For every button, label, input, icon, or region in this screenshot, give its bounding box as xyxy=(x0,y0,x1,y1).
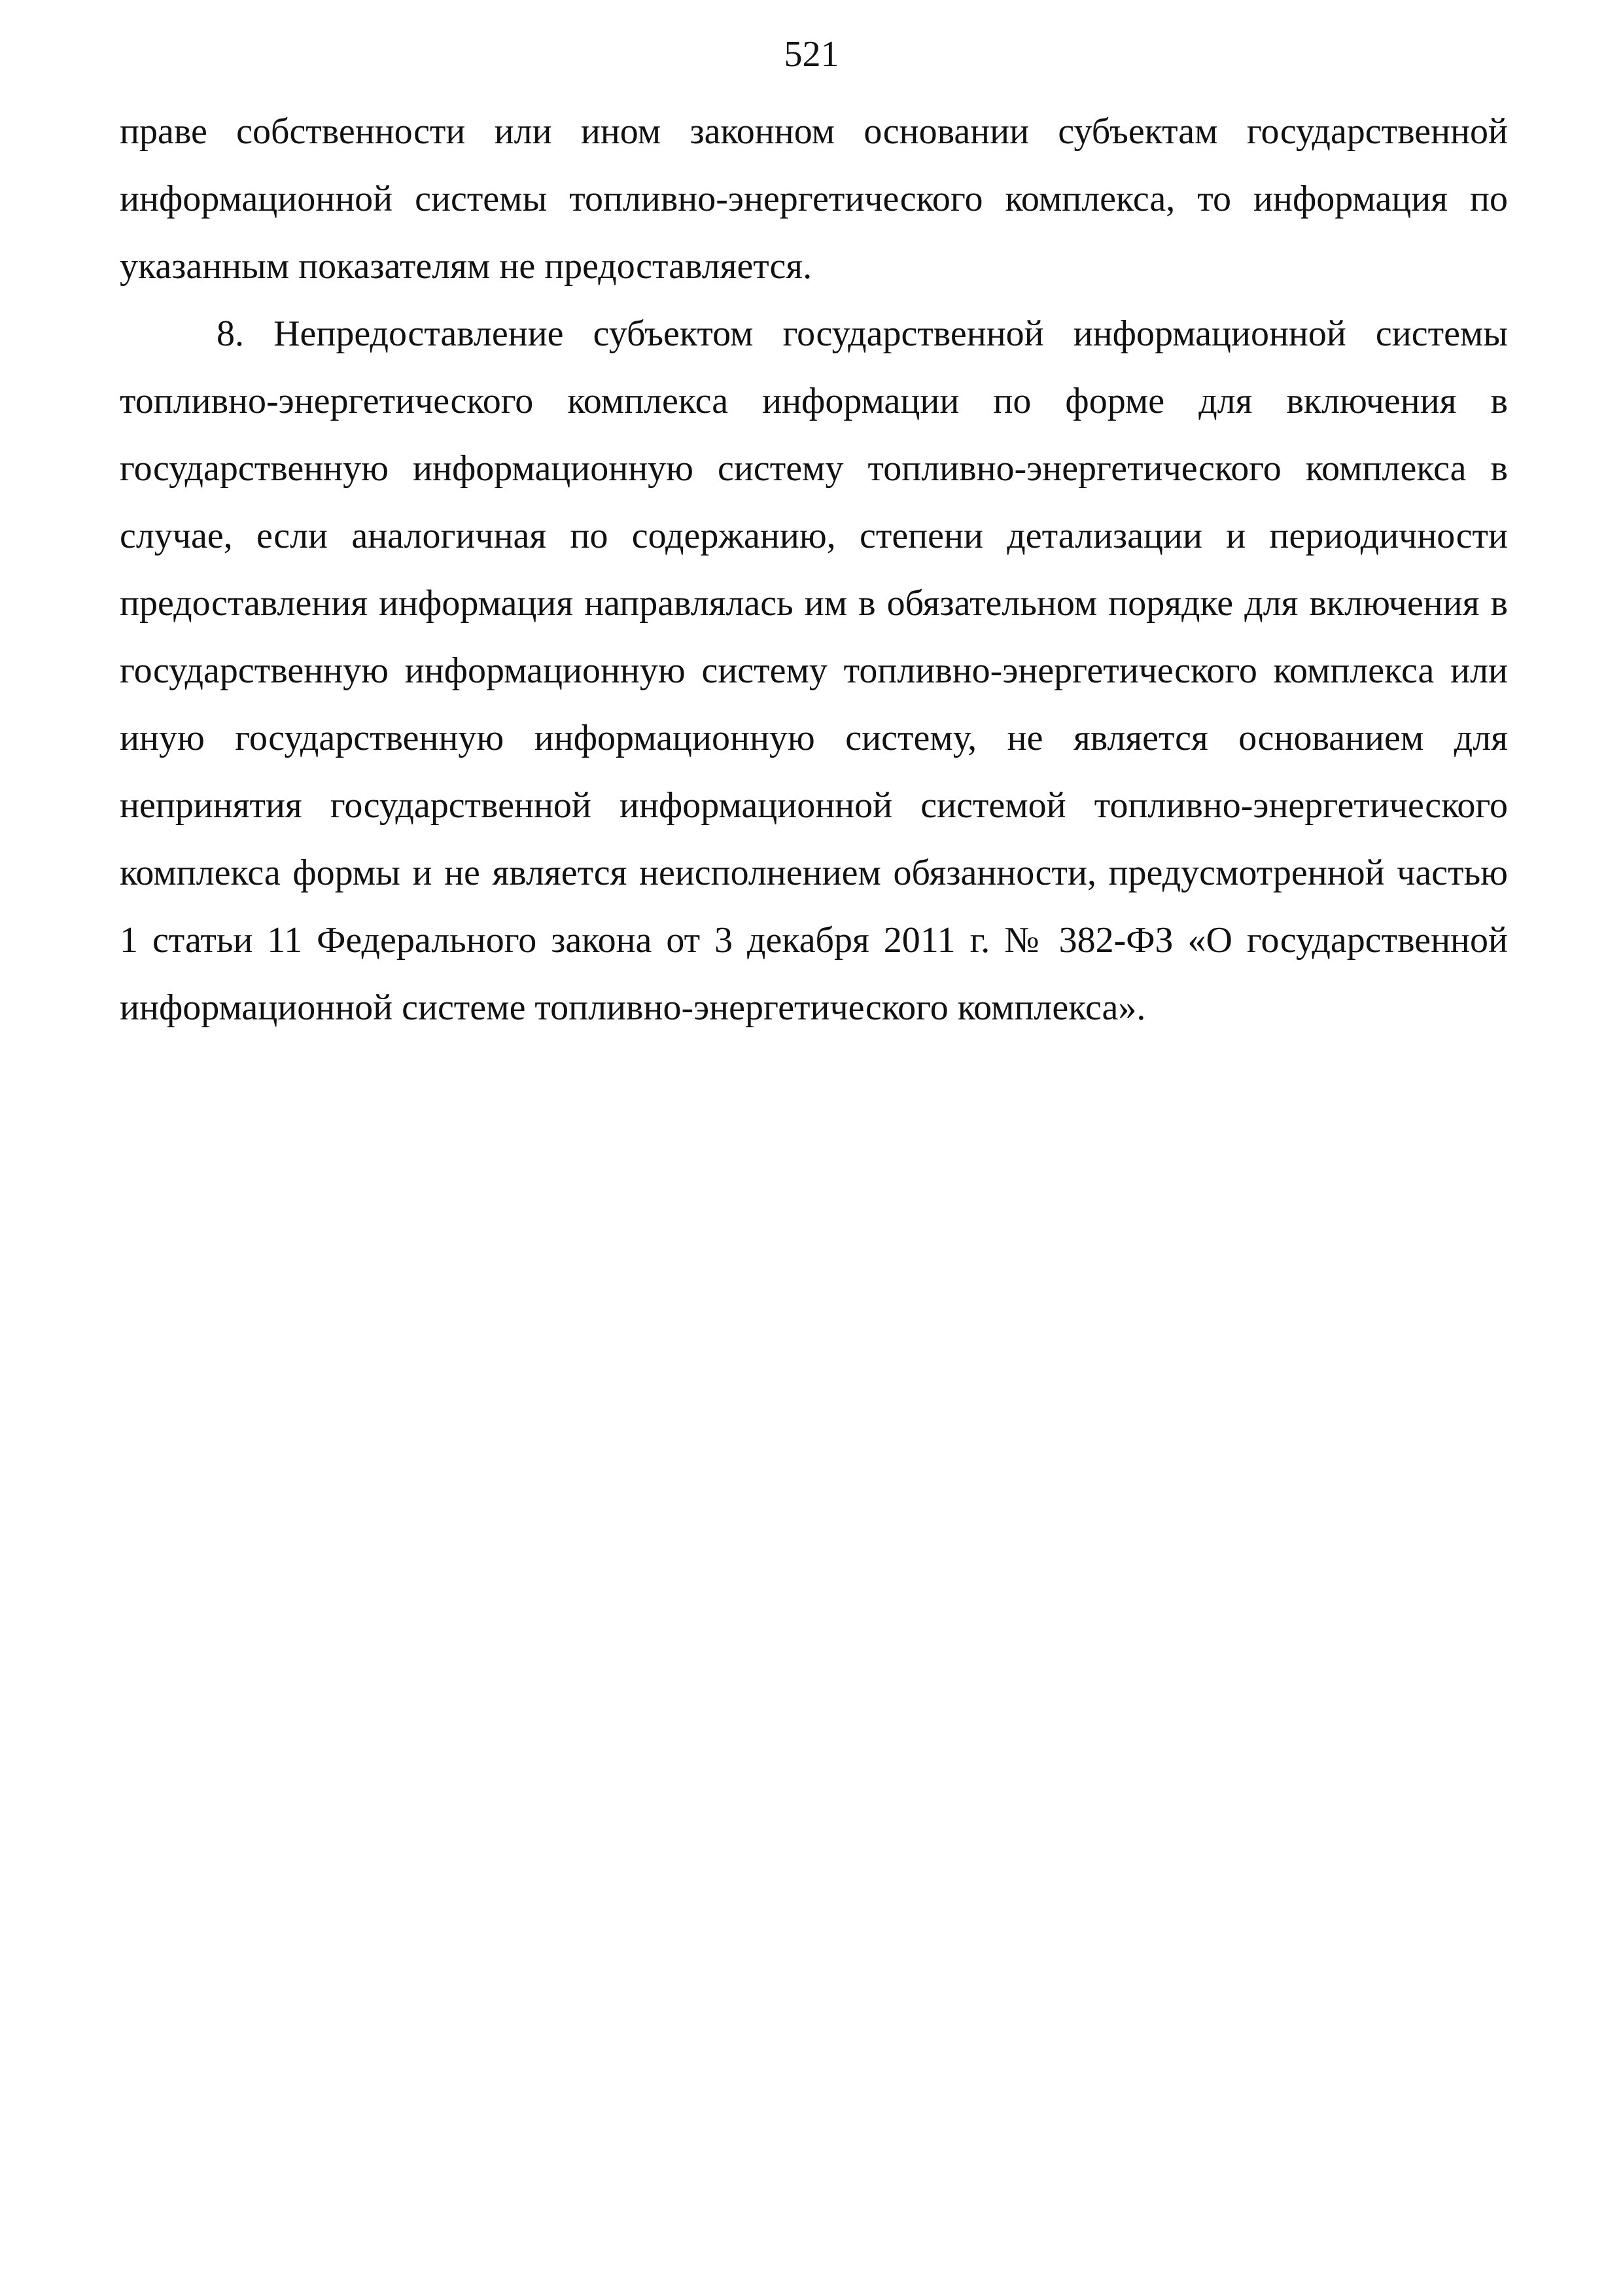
document-body xyxy=(120,98,1508,1042)
paragraph-item-8: 8. Непредоставление субъектом государственной информационной системы топливно-энергетического комплекса информации по форме для включения в государственную информационную систему топливно-энергетического комплекса в случае, если аналогичная по содержанию, степени детализации и периодичности предоставления информация направлялась им в обязательном порядке для включения в государственную информационную систему топливно-энергетического комплекса или иную государственную информационную систему, не является основанием для непринятия государственной информационной системой топливно-энергетического комплекса формы и не является неисполнением обязанности, предусмотренной частью 1 статьи 11 Федерального закона от 3 декабря 2011 г. № 382-ФЗ «О государственной информационной системе топливно-энергетического комплекса». xyxy=(120,313,1508,1028)
page-number: 521 xyxy=(784,34,839,75)
paragraph-continuation: праве собственности или ином законном основании субъектам государственной информационной системы топливно-энергетического комплекса, то информация по указанным показателям не предоставляется. xyxy=(120,111,1508,287)
